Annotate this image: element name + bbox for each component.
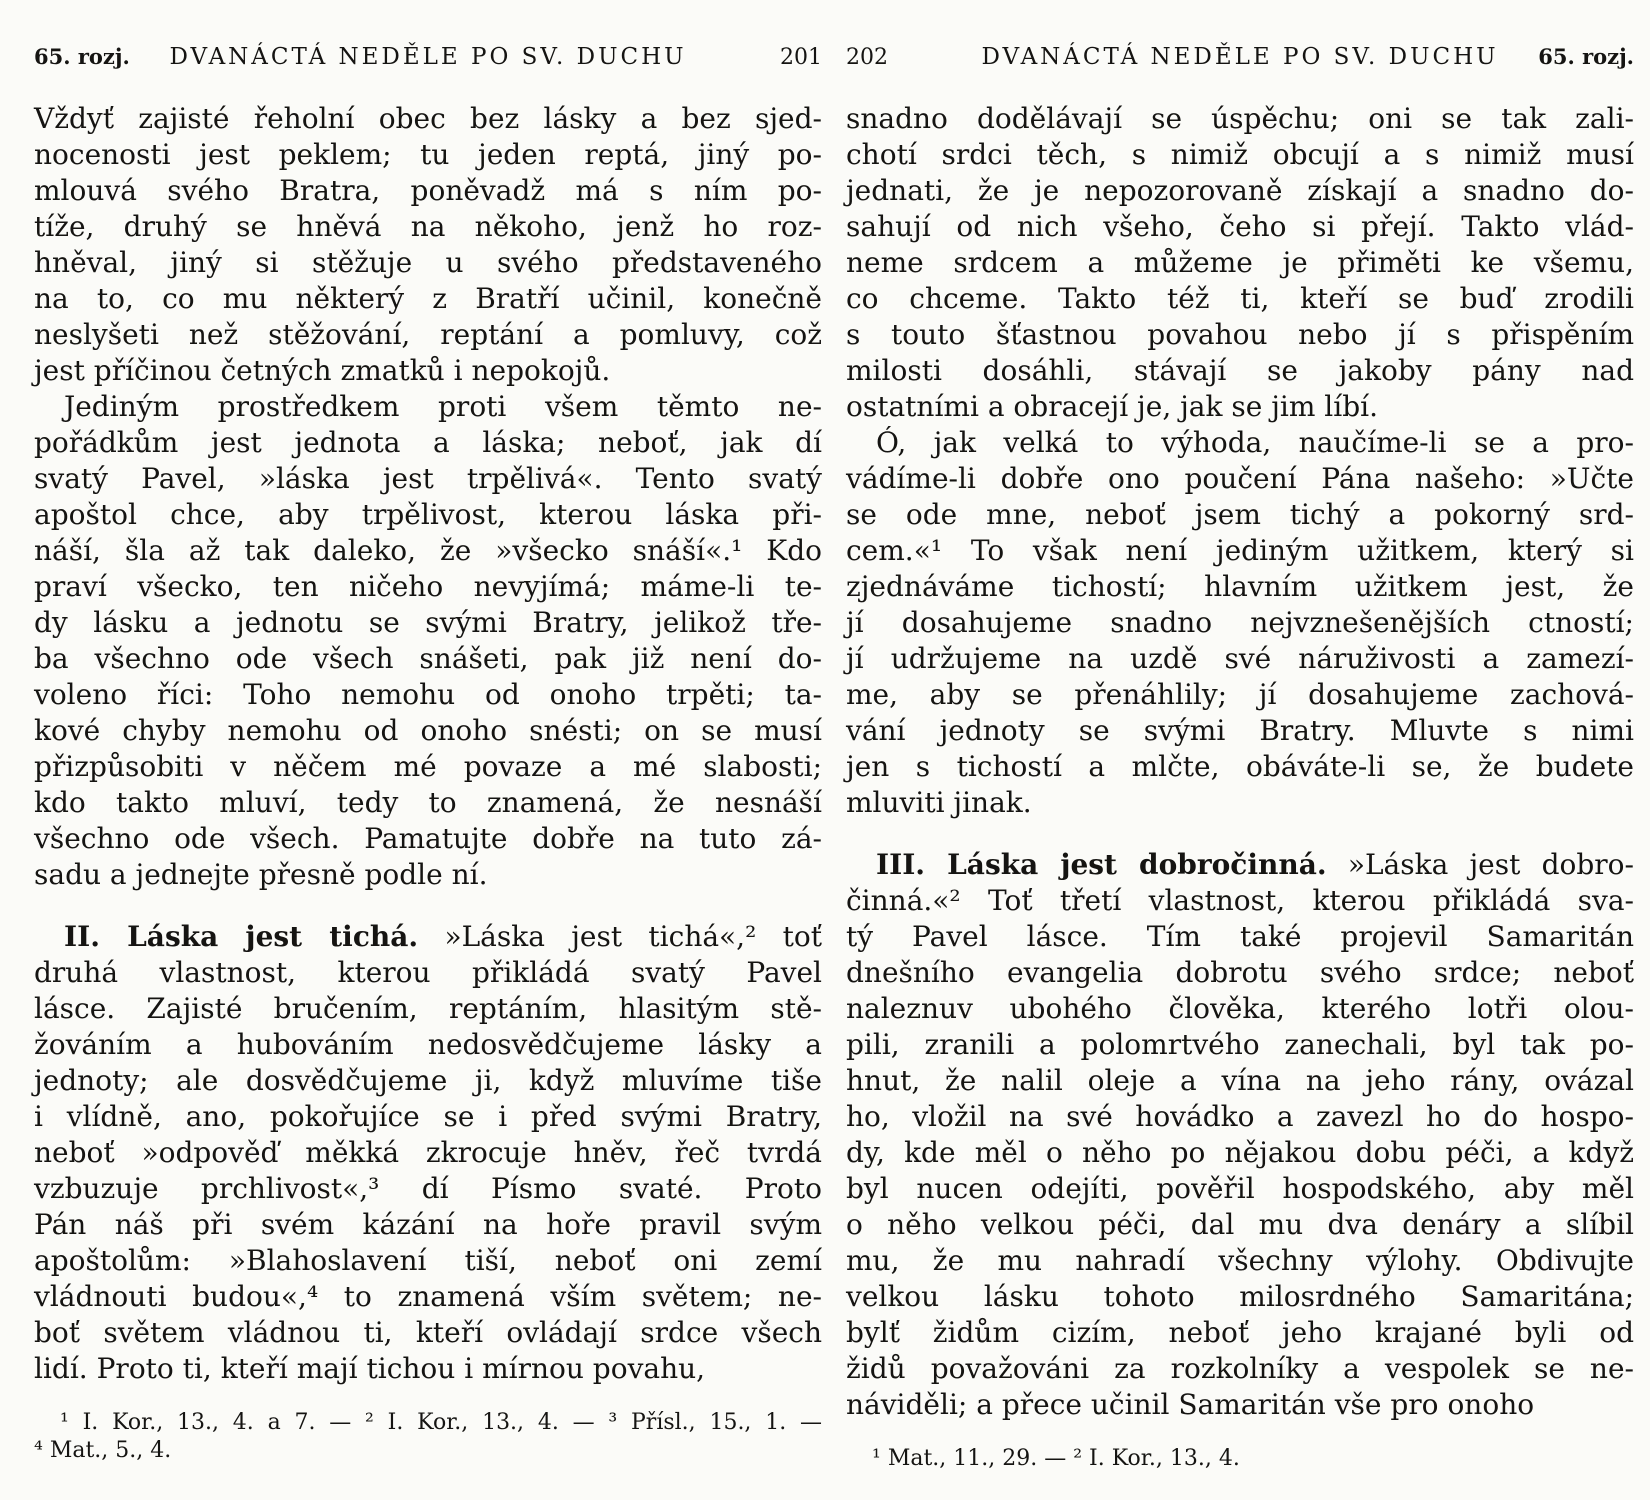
text-line: hněval, jiný si stěžuje u svého představeného: [34, 246, 822, 279]
text-line: kdo takto mluví, tedy to znamená, že nesnáší: [34, 786, 822, 819]
text-line: naleznuv ubohého člověka, kterého lotři olou-: [846, 992, 1634, 1025]
text-line: sadu a jednejte přesně podle ní.: [34, 858, 488, 891]
text-line: velkou lásku tohoto milosrdného Samaritána;: [846, 1280, 1634, 1313]
text-line: mu, že mu nahradí všechny výlohy. Obdivujte: [846, 1244, 1634, 1277]
text-line: všechno ode všech. Pamatujte dobře na tuto zá-: [34, 822, 822, 855]
text-line: Jediným prostředkem proti všem těmto ne-: [64, 390, 822, 423]
text-line: voleno říci: Toho nemohu od onoho trpěti; ta-: [34, 678, 822, 711]
text-line: s touto šťastnou povahou nebo jí s přispěním: [846, 318, 1634, 351]
footnote-left: [34, 1409, 822, 1465]
text-line: pili, zranili a polomrtvého zanechali, byl tak po-: [846, 1028, 1634, 1061]
text-line: apoštolům: »Blahoslavení tiší, neboť oni zemí: [34, 1244, 822, 1277]
text-line: přizpůsobiti v něčem mé povaze a mé slabosti;: [34, 750, 822, 783]
text-column-left: [34, 101, 822, 1465]
paragraph: [34, 389, 822, 893]
text-line: jest příčinou četných zmatků i nepokojů.: [34, 354, 611, 387]
page-number: 202: [846, 45, 888, 70]
text-line: židů považováni za rozkolníky a vespolek se ne-: [846, 1352, 1634, 1385]
text-line: byl nucen odejíti, pověřil hospodského, aby měl: [846, 1172, 1634, 1205]
page-number: 201: [780, 45, 822, 70]
text-line: činná.«² Toť třetí vlastnost, kterou přikládá sva-: [846, 884, 1634, 917]
text-line: i vlídně, ano, pokořujíce se i před svými Bratry,: [34, 1100, 822, 1133]
text-line: ba všechno ode všech snášeti, pak již není do-: [34, 642, 822, 675]
text-line: na to, co mu některý z Bratří učinil, konečně: [34, 282, 822, 315]
text-line: mlouvá svého Bratra, poněvadž má s ním po-: [34, 174, 822, 207]
text-line: vádíme-li dobře ono poučení Pána našeho: »Učte: [846, 462, 1634, 495]
text-line: dy, kde měl o něho po nějakou dobu péči, a když: [846, 1136, 1634, 1169]
text-line: dnešního evangelia dobrotu svého srdce; neboť: [846, 956, 1634, 989]
text-line: pořádkům jest jednota a láska; neboť, jak dí: [34, 426, 822, 459]
text-line: lidí. Proto ti, kteří mají tichou i mírnou povahu,: [34, 1352, 706, 1385]
page-left: [34, 0, 822, 1500]
text-line: mluviti jinak.: [846, 786, 1032, 819]
text-line: vzbuzuje prchlivost«,³ dí Písmo svaté. Proto: [34, 1172, 822, 1205]
chapter-title: DVANÁCTÁ NEDĚLE PO SV. DUCHU: [981, 44, 1499, 70]
text-line: tíže, druhý se hněvá na někoho, jenž ho roz-: [34, 210, 822, 243]
text-line: [846, 847, 1634, 883]
text-line: neme srdcem a můžeme je přiměti ke všemu,: [846, 246, 1634, 279]
text-line: me, aby se přenáhlily; jí dosahujeme zachová-: [846, 678, 1634, 711]
text-line: chotí srdci těch, s nimiž obcují a s nimiž musí: [846, 138, 1634, 171]
text-line: [34, 919, 822, 955]
text-line: dy lásku a jednotu se svými Bratry, jelikož tře-: [34, 606, 822, 639]
paragraph: [846, 101, 1634, 425]
text-line: druhá vlastnost, kterou přikládá svatý Pavel: [34, 956, 822, 989]
text-line: kové chyby nemohu od onoho snésti; on se musí: [34, 714, 822, 747]
text-line: vládnouti budou«,⁴ to znamená vším světem; ne-: [34, 1280, 822, 1313]
text-line: náviděli; a přece učinil Samaritán vše pro onoho: [846, 1388, 1535, 1421]
text-line: jen s tichostí a mlčte, obáváte-li se, že budete: [846, 750, 1634, 783]
text-line: ostatními a obracejí je, jak se jim líbí.: [846, 390, 1378, 423]
text-line: ⁴ Mat., 5., 4.: [34, 1438, 172, 1463]
text-column-right: [846, 101, 1634, 1473]
text-line: nocenosti jest peklem; tu jeden reptá, jiný po-: [34, 138, 822, 171]
section-heading: II. Láska jest tichá.: [64, 920, 419, 953]
text-line: Ó, jak velká to výhoda, naučíme-li se a pro-: [876, 426, 1634, 459]
text-line: ¹ I. Kor., 13., 4. a 7. — ² I. Kor., 13., 4. — ³ Přísl., 15., 1. —: [60, 1410, 822, 1435]
edition-label: 65. rozj.: [1538, 44, 1634, 69]
text-line: jí dosahujeme snadno nejvznešenějších ctností;: [846, 606, 1634, 639]
text-line: náší, šla až tak daleko, že »všecko snáší«.¹ Kdo: [34, 534, 822, 567]
text-line: praví všecko, ten ničeho nevyjímá; máme-li te-: [34, 570, 822, 603]
text-line: žováním a hubováním nedosvědčujeme lásky a: [34, 1028, 822, 1061]
page-right: [846, 0, 1634, 1500]
text-line: Pán náš při svém kázání na hoře pravil svým: [34, 1208, 822, 1241]
running-head-right: [846, 44, 1634, 71]
text-line: vání jednoty se svými Bratry. Mluvte s nimi: [846, 714, 1634, 747]
text-line: neboť »odpověď měkká zkrocuje hněv, řeč tvrdá: [34, 1136, 822, 1169]
running-head-left: [34, 44, 822, 71]
paragraph: [34, 101, 822, 389]
paragraph-section-iii: [846, 847, 1634, 1423]
text-line: cem.«¹ To však není jediným užitkem, který si: [846, 534, 1634, 567]
text-line: se ode mne, neboť jsem tichý a pokorný srd-: [846, 498, 1634, 531]
text-line: bylť židům cizím, neboť jeho krajané byli od: [846, 1316, 1634, 1349]
footnote-right: [846, 1445, 1634, 1473]
text-line: o něho velkou péči, dal mu dva denáry a slíbil: [846, 1208, 1634, 1241]
paragraph: [846, 425, 1634, 821]
text-line: ¹ Mat., 11., 29. — ² I. Kor., 13., 4.: [872, 1446, 1240, 1471]
text-line: tý Pavel lásce. Tím také projevil Samaritán: [846, 920, 1634, 953]
text-line: zjednáváme tichostí; hlavním užitkem jest, že: [846, 570, 1634, 603]
text-line: apoštol chce, aby trpělivost, kterou láska při-: [34, 498, 822, 531]
text-line: ho, vložil na své hovádko a zavezl ho do hospo-: [846, 1100, 1634, 1133]
text-line: neslyšeti než stěžování, reptání a pomluvy, což: [34, 318, 822, 351]
edition-label: 65. rozj.: [34, 44, 130, 69]
paragraph-section-ii: [34, 919, 822, 1387]
heading-line-rest: »Láska jest tichá«,² toť: [418, 920, 822, 953]
text-line: sahují od nich všeho, čeho si přejí. Takto vlád-: [846, 210, 1634, 243]
text-line: Vždyť zajisté řeholní obec bez lásky a bez sjed-: [34, 102, 822, 135]
text-line: jednati, že je nepozorovaně získají a snadno do-: [846, 174, 1634, 207]
text-line: snadno dodělávají se úspěchu; oni se tak zali-: [846, 102, 1634, 135]
chapter-title: DVANÁCTÁ NEDĚLE PO SV. DUCHU: [169, 44, 687, 70]
heading-line-rest: »Láska jest dobro-: [1326, 848, 1634, 881]
text-line: co chceme. Takto též ti, kteří se buď zrodili: [846, 282, 1634, 315]
text-line: jí udržujeme na uzdě své náruživosti a zamezí-: [846, 642, 1634, 675]
text-line: jednoty; ale dosvědčujeme ji, když mluvíme tiše: [34, 1064, 822, 1097]
text-line: hnut, že nalil oleje a vína na jeho rány, ovázal: [846, 1064, 1634, 1097]
text-line: milosti dosáhli, stávají se jakoby pány nad: [846, 354, 1634, 387]
text-line: boť světem vládnou ti, kteří ovládají srdce všech: [34, 1316, 822, 1349]
section-heading: III. Láska jest dobročinná.: [876, 848, 1327, 881]
text-line: svatý Pavel, »láska jest trpělivá«. Tento svatý: [34, 462, 822, 495]
text-line: lásce. Zajisté bručením, reptáním, hlasitým stě-: [34, 992, 822, 1025]
